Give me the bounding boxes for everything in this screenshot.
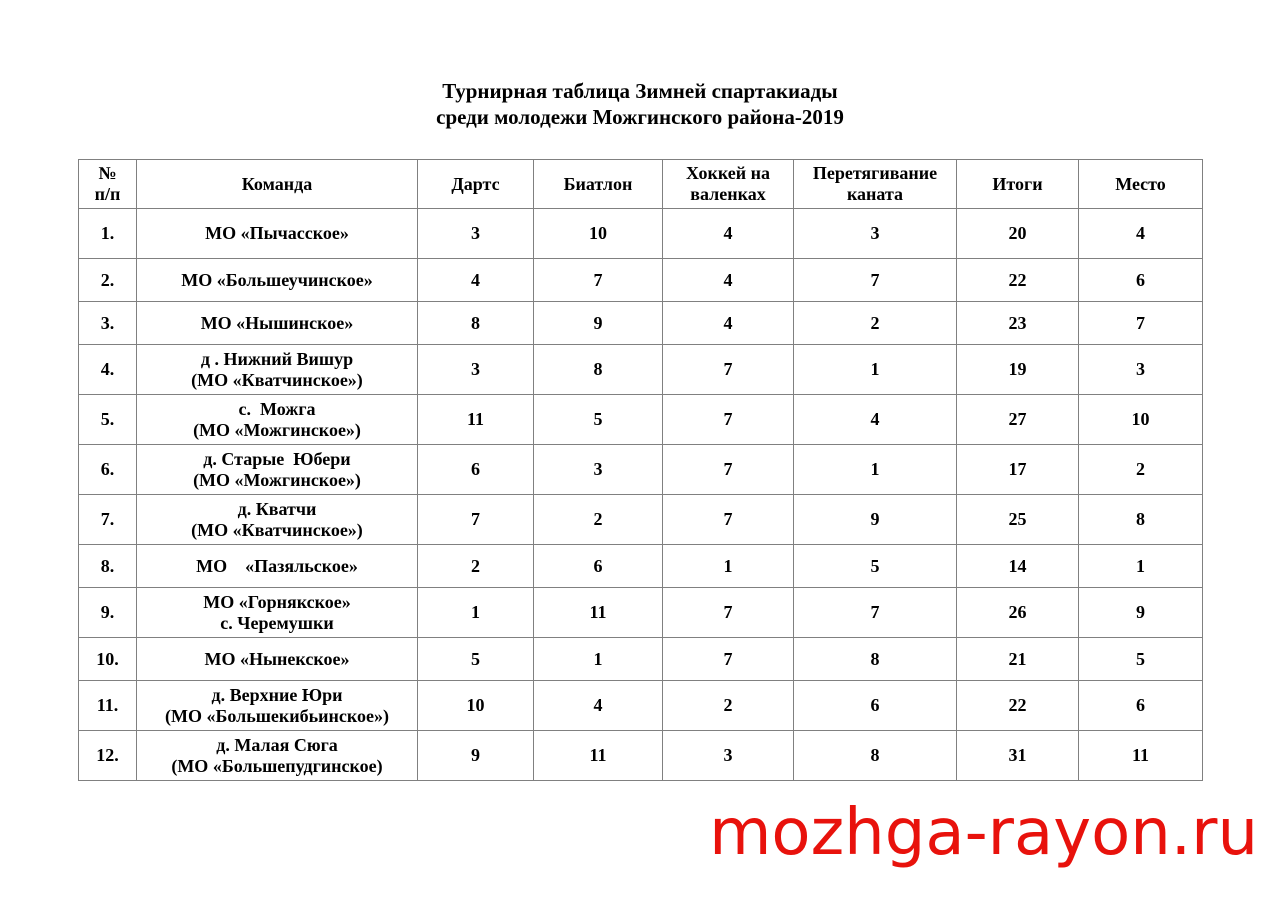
total-cell: 22 [957, 259, 1079, 302]
tug-of-war-cell: 7 [794, 259, 957, 302]
total-cell: 20 [957, 209, 1079, 259]
total-cell: 26 [957, 588, 1079, 638]
document-title [0, 78, 1280, 130]
row-number-cell: 12. [79, 731, 137, 781]
row-number-cell: 8. [79, 545, 137, 588]
team-cell [137, 545, 418, 588]
place-cell: 9 [1079, 588, 1203, 638]
hockey-cell: 4 [663, 302, 794, 345]
team-name-line: д . Нижний Вишур [200, 348, 354, 369]
team-name-line: (МО «Большекибьинское») [164, 705, 390, 726]
table-row [79, 638, 1203, 681]
header-label: № [98, 163, 117, 183]
team-name-line: с. Можга [238, 398, 316, 419]
biathlon-cell: 1 [534, 638, 663, 681]
darts-cell: 11 [418, 395, 534, 445]
darts-cell: 3 [418, 345, 534, 395]
site-watermark: mozhga-rayon.ru [709, 796, 1258, 870]
table-row [79, 259, 1203, 302]
place-cell: 8 [1079, 495, 1203, 545]
table-row [79, 302, 1203, 345]
hockey-cell: 7 [663, 395, 794, 445]
team-name-line: МО «Большеучинское» [181, 269, 373, 290]
team-cell [137, 259, 418, 302]
team-name-line: (МО «Кватчинское») [191, 519, 363, 540]
total-cell: 25 [957, 495, 1079, 545]
table-row [79, 209, 1203, 259]
tug-of-war-cell: 1 [794, 445, 957, 495]
team-cell [137, 681, 418, 731]
total-cell: 23 [957, 302, 1079, 345]
total-cell: 14 [957, 545, 1079, 588]
hockey-cell: 2 [663, 681, 794, 731]
team-name-line: МО «Пазяльское» [196, 555, 358, 576]
biathlon-cell: 6 [534, 545, 663, 588]
tug-of-war-cell: 5 [794, 545, 957, 588]
place-cell: 4 [1079, 209, 1203, 259]
total-cell: 21 [957, 638, 1079, 681]
team-name-line: д. Малая Сюга [216, 734, 338, 755]
team-cell [137, 345, 418, 395]
biathlon-cell: 11 [534, 588, 663, 638]
darts-cell: 3 [418, 209, 534, 259]
place-cell: 1 [1079, 545, 1203, 588]
row-number-cell: 3. [79, 302, 137, 345]
place-cell: 5 [1079, 638, 1203, 681]
hockey-cell: 7 [663, 445, 794, 495]
tug-of-war-cell: 4 [794, 395, 957, 445]
tug-of-war-cell: 7 [794, 588, 957, 638]
place-cell: 6 [1079, 259, 1203, 302]
hockey-cell: 7 [663, 638, 794, 681]
row-number-cell: 6. [79, 445, 137, 495]
team-cell [137, 209, 418, 259]
header-label: Дартс [451, 173, 500, 194]
darts-cell: 6 [418, 445, 534, 495]
row-number-cell: 7. [79, 495, 137, 545]
team-cell [137, 302, 418, 345]
team-name-line: д. Кватчи [237, 498, 317, 519]
hockey-cell: 3 [663, 731, 794, 781]
hockey-cell: 7 [663, 588, 794, 638]
team-name-line: (МО «Кватчинское») [191, 369, 363, 390]
table-row [79, 395, 1203, 445]
place-cell: 7 [1079, 302, 1203, 345]
table-header-row [79, 160, 1203, 209]
darts-cell: 8 [418, 302, 534, 345]
biathlon-cell: 11 [534, 731, 663, 781]
hockey-cell: 4 [663, 209, 794, 259]
total-cell: 27 [957, 395, 1079, 445]
hockey-cell: 7 [663, 345, 794, 395]
biathlon-cell: 5 [534, 395, 663, 445]
header-label: Место [1115, 173, 1166, 194]
team-cell [137, 445, 418, 495]
header-label: Итоги [992, 173, 1043, 194]
darts-cell: 9 [418, 731, 534, 781]
darts-cell: 7 [418, 495, 534, 545]
row-number-cell: 9. [79, 588, 137, 638]
place-cell: 11 [1079, 731, 1203, 781]
team-cell [137, 638, 418, 681]
team-name-line: МО «Пычасское» [205, 223, 349, 243]
tug-of-war-cell: 8 [794, 731, 957, 781]
table-row [79, 588, 1203, 638]
team-name-line: д. Верхние Юри [211, 684, 343, 705]
row-number-cell: 1. [79, 209, 137, 259]
table-row [79, 495, 1203, 545]
team-cell [137, 731, 418, 781]
team-cell [137, 495, 418, 545]
row-number-cell: 10. [79, 638, 137, 681]
darts-cell: 4 [418, 259, 534, 302]
tug-of-war-cell: 3 [794, 209, 957, 259]
header-total [957, 160, 1079, 209]
header-label: валенках [690, 184, 766, 204]
team-cell [137, 395, 418, 445]
hockey-cell: 4 [663, 259, 794, 302]
header-team [137, 160, 418, 209]
biathlon-cell: 4 [534, 681, 663, 731]
row-number-cell: 4. [79, 345, 137, 395]
table-row [79, 545, 1203, 588]
header-label: Команда [241, 173, 313, 194]
place-cell: 6 [1079, 681, 1203, 731]
tug-of-war-cell: 6 [794, 681, 957, 731]
place-cell: 10 [1079, 395, 1203, 445]
tug-of-war-cell: 2 [794, 302, 957, 345]
header-tug-of-war [794, 160, 957, 209]
header-hockey [663, 160, 794, 209]
table-row [79, 345, 1203, 395]
biathlon-cell: 3 [534, 445, 663, 495]
row-number-cell: 5. [79, 395, 137, 445]
hockey-cell: 7 [663, 495, 794, 545]
biathlon-cell: 10 [534, 209, 663, 259]
header-label: каната [846, 184, 904, 204]
title-line-1: Турнирная таблица Зимней спартакиады [442, 79, 838, 103]
place-cell: 2 [1079, 445, 1203, 495]
total-cell: 19 [957, 345, 1079, 395]
header-label: Хоккей на [686, 163, 770, 183]
table-row [79, 445, 1203, 495]
biathlon-cell: 7 [534, 259, 663, 302]
total-cell: 22 [957, 681, 1079, 731]
table-row [79, 731, 1203, 781]
darts-cell: 5 [418, 638, 534, 681]
tug-of-war-cell: 1 [794, 345, 957, 395]
team-cell [137, 588, 418, 638]
team-name-line: (МО «Большепудгинское) [171, 755, 383, 776]
header-label: Перетягивание [812, 163, 938, 183]
table-row [79, 681, 1203, 731]
team-name-line: д. Старые Юбери [203, 448, 351, 469]
header-number [79, 160, 137, 209]
team-name-line: с. Черемушки [220, 612, 334, 633]
team-name-line: МО «Нынекское» [204, 648, 350, 669]
darts-cell: 10 [418, 681, 534, 731]
row-number-cell: 2. [79, 259, 137, 302]
biathlon-cell: 9 [534, 302, 663, 345]
biathlon-cell: 2 [534, 495, 663, 545]
header-label: Биатлон [563, 173, 633, 194]
table-body [79, 209, 1203, 781]
biathlon-cell: 8 [534, 345, 663, 395]
tug-of-war-cell: 8 [794, 638, 957, 681]
team-name-line: МО «Нышинское» [200, 312, 354, 333]
hockey-cell: 1 [663, 545, 794, 588]
place-cell: 3 [1079, 345, 1203, 395]
team-name-line: (МО «Можгинское») [193, 419, 361, 440]
team-name-line: МО «Горнякское» [203, 591, 351, 612]
total-cell: 17 [957, 445, 1079, 495]
darts-cell: 1 [418, 588, 534, 638]
title-line-2: среди молодежи Можгинского района-2019 [436, 105, 844, 129]
tug-of-war-cell: 9 [794, 495, 957, 545]
total-cell: 31 [957, 731, 1079, 781]
header-darts [418, 160, 534, 209]
header-label: п/п [94, 184, 121, 204]
header-place [1079, 160, 1203, 209]
header-biathlon [534, 160, 663, 209]
darts-cell: 2 [418, 545, 534, 588]
team-name-line: (МО «Можгинское») [193, 469, 361, 490]
standings-table [78, 159, 1203, 781]
row-number-cell: 11. [79, 681, 137, 731]
